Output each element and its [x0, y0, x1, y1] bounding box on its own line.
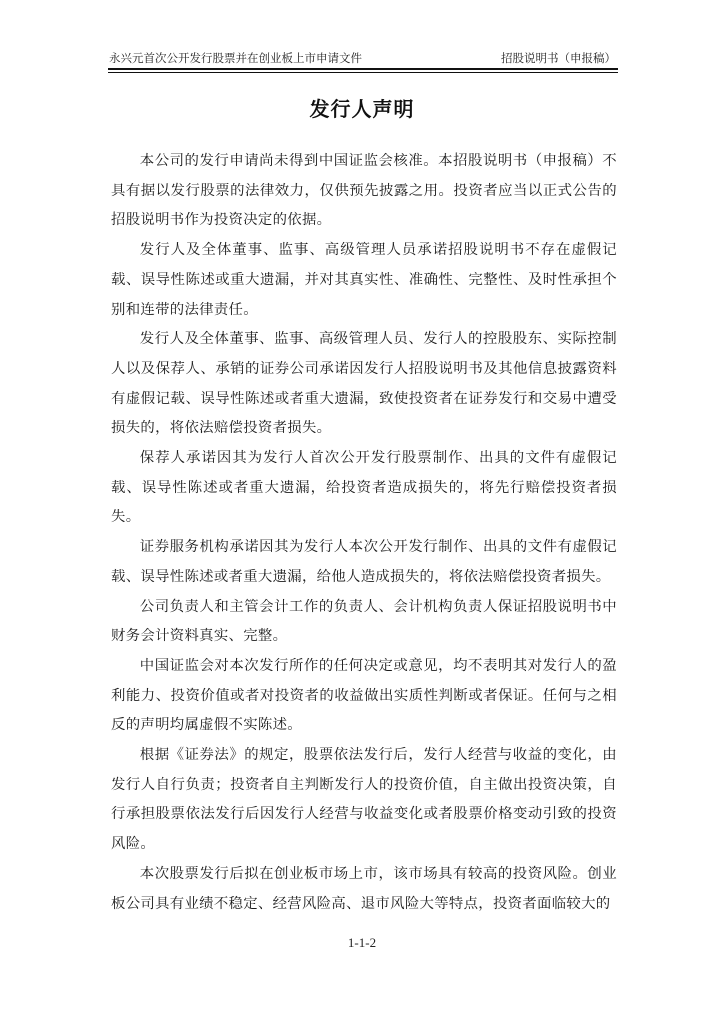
header-document-type: 招股说明书（申报稿） [501, 51, 616, 65]
page-number: 1-1-2 [347, 935, 377, 950]
paragraph-gem-risk: 本次股票发行后拟在创业板市场上市，该市场具有较高的投资风险。创业板公司具有业绩不稳定、经营风险高、退市风险大等特点，投资者面临较大的 [111, 865, 617, 912]
paragraph-service-institution-commitment: 证券服务机构承诺因其为发行人本次公开发行制作、出具的文件有虚假记载、误导性陈述或者重大遗漏，给他人造成损失的，将依法赔偿投资者损失。 [111, 539, 617, 585]
page-title: 发行人声明 [309, 97, 415, 121]
paragraph-sponsor-commitment: 保荐人承诺因其为发行人首次公开发行股票制作、出具的文件有虚假记载、误导性陈述或者重大遗漏，给投资者造成损失的，将先行赔偿投资者损失。 [111, 450, 617, 526]
header-rule-thick [108, 68, 618, 70]
paragraph-approval-status: 本公司的发行申请尚未得到中国证监会核准。本招股说明书（申报稿）不具有据以发行股票的法律效力，仅供预先披露之用。投资者应当以正式公告的招股说明书作为投资决定的依据。 [111, 153, 617, 229]
header-document-name: 永兴元首次公开发行股票并在创业板上市申请文件 [109, 51, 362, 65]
paragraph-csrc-disclaimer: 中国证监会对本次发行所作的任何决定或意见，均不表明其对发行人的盈利能力、投资价值或者对投资者的收益做出实质性判断或者保证。任何与之相反的声明均属虚假不实陈述。 [111, 657, 617, 734]
page-header [109, 50, 616, 70]
declaration-body [111, 147, 617, 919]
paragraph-securities-law: 根据《证券法》的规定，股票依法发行后，发行人经营与收益的变化，由发行人自行负责；投资者自主判断发行人的投资价值，自主做出投资决策，自行承担股票依法发行后因发行人经营与收益变化或者股票价格变动引致的投资风险。 [111, 747, 617, 853]
paragraph-compensation-commitment: 发行人及全体董事、监事、高级管理人员、发行人的控股股东、实际控制人以及保荐人、承销的证券公司承诺因发行人招股说明书及其他信息披露资料有虚假记载、误导性陈述或者重大遗漏，致使投资者在证券发行和交易中遭受损失的，将依法赔偿投资者损失。 [111, 331, 617, 437]
paragraph-financial-data-guarantee: 公司负责人和主管会计工作的负责人、会计机构负责人保证招股说明书中财务会计资料真实、完整。 [111, 598, 617, 645]
paragraph-directors-commitment: 发行人及全体董事、监事、高级管理人员承诺招股说明书不存在虚假记载、误导性陈述或重大遗漏，并对其真实性、准确性、完整性、及时性承担个别和连带的法律责任。 [111, 242, 617, 318]
header-rule-thin [108, 72, 618, 73]
